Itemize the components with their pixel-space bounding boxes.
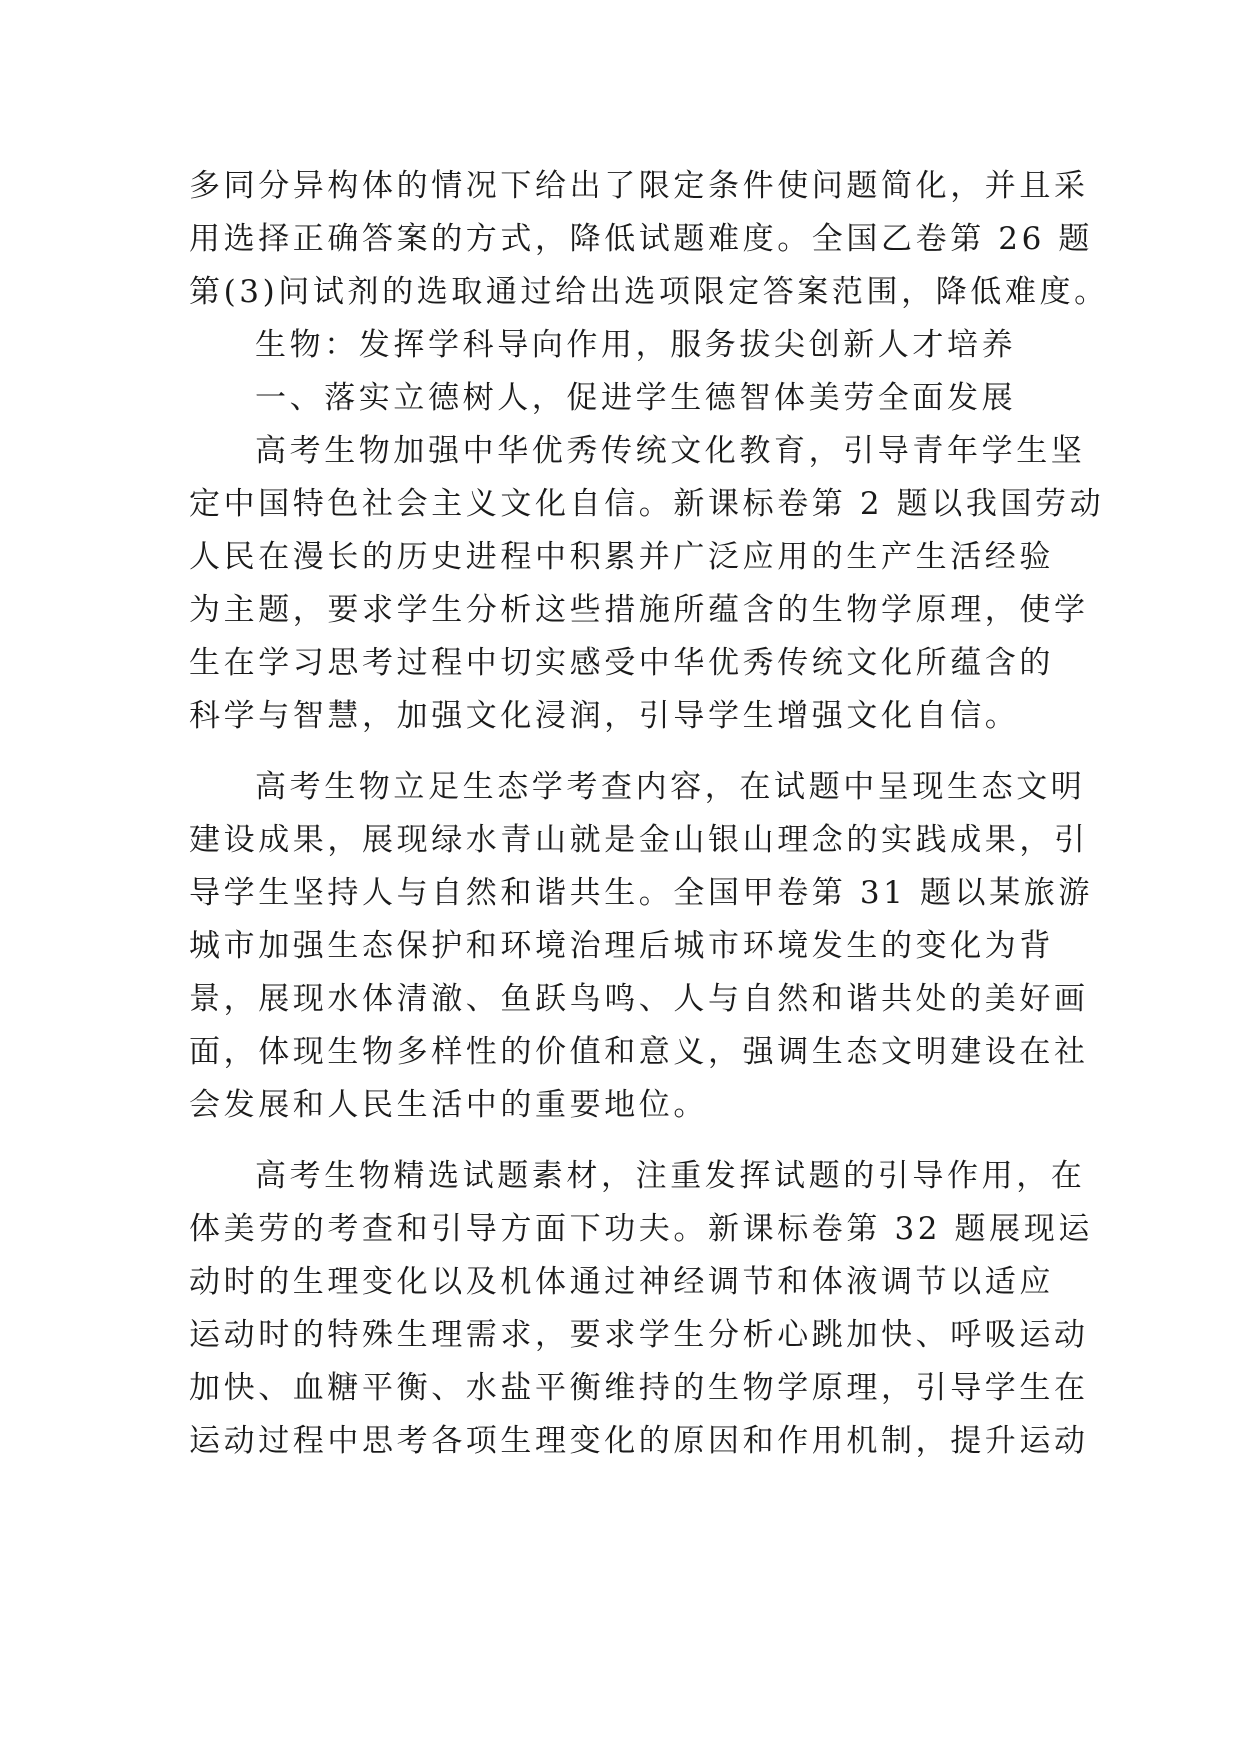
paragraph-exercise xyxy=(189,1150,1093,1468)
text-line: 生在学习思考过程中切实感受中华优秀传统文化所蕴含的 xyxy=(189,645,1054,681)
text-line: 体美劳的考查和引导方面下功夫。新课标卷第 32 题展现运 xyxy=(189,1211,1093,1247)
text-line: 高考生物加强中华优秀传统文化教育，引导青年学生坚 xyxy=(255,433,1086,469)
paragraph-spacer xyxy=(189,1132,1055,1150)
section-heading xyxy=(189,319,1055,372)
text-line: 加快、血糖平衡、水盐平衡维持的生物学原理，引导学生在 xyxy=(189,1370,1089,1406)
text-line: 会发展和人民生活中的重要地位。 xyxy=(189,1087,708,1123)
paragraph-continuation xyxy=(189,160,1109,319)
body-text xyxy=(189,160,1109,1468)
paragraph-ecology xyxy=(189,761,1093,1132)
text-line: 科学与智慧，加强文化浸润，引导学生增强文化自信。 xyxy=(189,698,1020,734)
text-line: 高考生物精选试题素材，注重发挥试题的引导作用，在 xyxy=(255,1158,1086,1194)
subsection-title: 一、落实立德树人，促进学生德智体美劳全面发展 xyxy=(255,380,1017,416)
text-line: 定中国特色社会主义文化自信。新课标卷第 2 题以我国劳动 xyxy=(189,486,1105,522)
section-title: 生物：发挥学科导向作用，服务拔尖创新人才培养 xyxy=(255,327,1017,363)
text-line: 运动过程中思考各项生理变化的原因和作用机制，提升运动 xyxy=(189,1423,1089,1459)
text-line: 导学生坚持人与自然和谐共生。全国甲卷第 31 题以某旅游 xyxy=(189,875,1093,911)
text-line: 用选择正确答案的方式，降低试题难度。全国乙卷第 26 题 xyxy=(189,221,1093,257)
text-line: 高考生物立足生态学考查内容，在试题中呈现生态文明 xyxy=(255,769,1086,805)
text-line: 城市加强生态保护和环境治理后城市环境发生的变化为背 xyxy=(189,928,1054,964)
text-line: 动时的生理变化以及机体通过神经调节和体液调节以适应 xyxy=(189,1264,1054,1300)
text-line: 第(3)问试剂的选取通过给出选项限定答案范围，降低难度。 xyxy=(189,274,1109,310)
text-line: 面，体现生物多样性的价值和意义，强调生态文明建设在社 xyxy=(189,1034,1089,1070)
subsection-heading xyxy=(189,372,1055,425)
text-line: 运动时的特殊生理需求，要求学生分析心跳加快、呼吸运动 xyxy=(189,1317,1089,1353)
text-line: 建设成果，展现绿水青山就是金山银山理念的实践成果，引 xyxy=(189,822,1089,858)
text-line: 多同分异构体的情况下给出了限定条件使问题简化，并且采 xyxy=(189,168,1089,204)
text-line: 人民在漫长的历史进程中积累并广泛应用的生产生活经验 xyxy=(189,539,1054,575)
text-line: 景，展现水体清澈、鱼跃鸟鸣、人与自然和谐共处的美好画 xyxy=(189,981,1089,1017)
paragraph-culture xyxy=(189,425,1105,743)
text-line: 为主题，要求学生分析这些措施所蕴含的生物学原理，使学 xyxy=(189,592,1089,628)
paragraph-spacer xyxy=(189,743,1055,761)
